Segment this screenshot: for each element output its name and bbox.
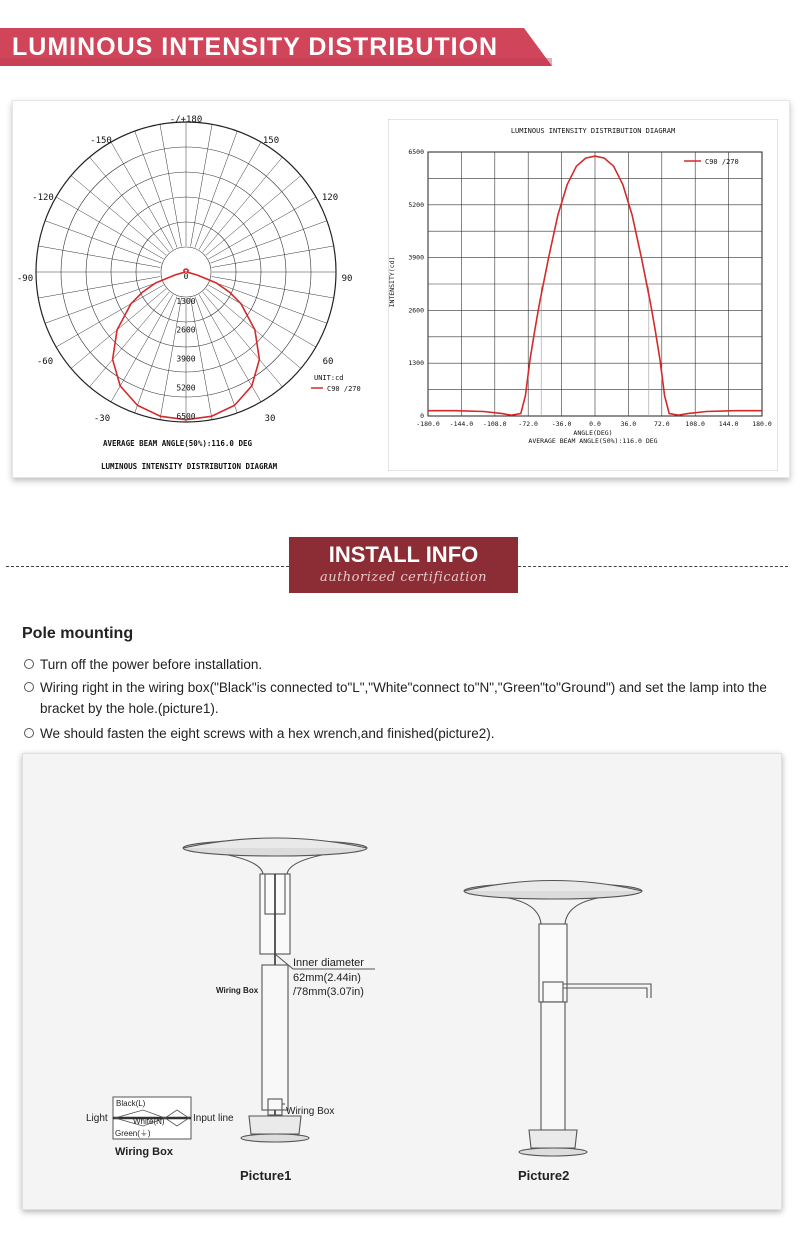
polar-unit: UNIT:cd: [314, 374, 344, 382]
wiring-box-schematic: [113, 1097, 191, 1139]
divider-left: [6, 566, 289, 567]
divider-right: [518, 566, 788, 567]
polar-spoke: [45, 221, 162, 263]
wiring-box-label-right: Wiring Box: [286, 1106, 335, 1117]
polar-spoke: [56, 197, 163, 259]
polar-spoke: [45, 281, 162, 323]
polar-radial-label: 1300: [176, 296, 196, 306]
picture1-caption: Picture1: [240, 1168, 292, 1183]
polar-spoke: [210, 281, 327, 323]
polar-angle-label: -150: [90, 136, 112, 146]
bullet-circle-icon: [24, 659, 34, 669]
polar-angle-label: -30: [93, 414, 111, 424]
cart-x-tick: 36.0: [620, 420, 637, 428]
cart-y-tick: 0: [420, 412, 424, 420]
cart-x-tick: -180.0: [416, 420, 440, 428]
cart-x-tick: 108.0: [685, 420, 705, 428]
polar-angle-label: -90: [16, 274, 34, 284]
polar-angle-label: 150: [262, 136, 280, 146]
polar-spoke: [71, 176, 166, 256]
cart-x-tick: 144.0: [718, 420, 739, 428]
polar-spoke: [195, 131, 237, 248]
installation-diagram: [22, 753, 782, 1210]
wire-white-label: White(N): [133, 1117, 165, 1126]
polar-spoke: [90, 157, 170, 252]
polar-radial-label: 3900: [176, 354, 196, 364]
pole-mounting-heading: Pole mounting: [22, 625, 134, 642]
cart-x-tick: -36.0: [551, 420, 572, 428]
cart-x-tick: -144.0: [449, 420, 474, 428]
size-label-2: /78mm(3.07in): [293, 986, 364, 998]
cart-x-tick: -108.0: [483, 420, 507, 428]
cart-y-tick: 2600: [408, 306, 424, 315]
cart-ylabel: INTENSITY(cd): [388, 256, 396, 308]
step-text: We should fasten the eight screws with a hex wrench,and finished(picture2).: [40, 726, 495, 741]
polar-radial-label: 6500: [176, 412, 196, 422]
step-text: Wiring right in the wiring box("Black"is connected to"L","White"connect to"N","Green"to"Ground") and set the lamp into the bracket by the hole.(picture1).: [40, 680, 767, 716]
polar-spoke: [56, 285, 163, 347]
polar-angle-label: 120: [321, 193, 339, 203]
polar-spoke: [111, 142, 173, 249]
cart-title: LUMINOUS INTENSITY DISTRIBUTION DIAGRAM: [510, 127, 676, 135]
wire-green-label: Green(⏚): [115, 1129, 151, 1138]
polar-spoke: [212, 277, 334, 299]
cart-x-tick: 180.0: [752, 420, 772, 428]
polar-spoke: [203, 157, 283, 252]
cart-y-tick: 3900: [408, 253, 424, 262]
polar-radial-label: 5200: [176, 383, 196, 393]
picture2-lamp: [464, 881, 651, 1157]
install-subtitle: authorized certification: [319, 570, 488, 585]
wire-black-label: Black(L): [116, 1099, 146, 1108]
polar-angle-label: 60: [322, 357, 334, 367]
install-title: INSTALL INFO: [328, 542, 479, 567]
bullet-circle-icon: [24, 728, 34, 738]
polar-spoke: [209, 197, 316, 259]
polar-legend-label: C90 /270: [327, 385, 361, 393]
polar-spoke: [195, 296, 237, 413]
cart-y-tick: 6500: [408, 148, 424, 156]
input-line-label: Input line: [193, 1113, 234, 1124]
inner-diameter-label: Inner diameter: [293, 957, 364, 969]
polar-spoke: [135, 296, 177, 413]
cart-x-tick: -72.0: [518, 420, 538, 428]
polar-spoke: [135, 131, 177, 248]
wiring-box-caption: Wiring Box: [115, 1146, 173, 1158]
cart-y-tick: 1300: [408, 359, 424, 368]
polar-spoke: [160, 124, 182, 246]
cart-x-tick: 72.0: [653, 420, 670, 428]
bullet-circle-icon: [24, 682, 34, 692]
polar-spoke: [199, 142, 261, 249]
polar-chart: [13, 101, 383, 477]
picture2-caption: Picture2: [518, 1168, 570, 1183]
polar-spoke: [209, 285, 316, 347]
section-title: LUMINOUS INTENSITY DISTRIBUTION: [12, 33, 499, 61]
install-info-badge: [289, 537, 518, 593]
polar-spoke: [38, 246, 160, 268]
light-label: Light: [86, 1113, 108, 1124]
polar-spoke: [210, 221, 327, 263]
cart-y-tick: 5200: [408, 200, 424, 209]
polar-radial-label: 0: [183, 272, 189, 281]
polar-caption: LUMINOUS INTENSITY DISTRIBUTION DIAGRAM: [101, 462, 278, 471]
cart-x-tick: 0.0: [589, 420, 601, 428]
wiring-box-label-left: Wiring Box: [216, 986, 259, 995]
cartesian-chart: [388, 119, 778, 471]
polar-spoke: [38, 277, 160, 299]
cart-beam-note: AVERAGE BEAM ANGLE(50%):116.0 DEG: [528, 437, 658, 445]
cart-xlabel: ANGLE(DEG): [573, 429, 613, 437]
step-text: Turn off the power before installation.: [40, 657, 263, 672]
polar-spoke: [212, 246, 334, 268]
polar-beam-note: AVERAGE BEAM ANGLE(50%):116.0 DEG: [103, 439, 253, 448]
size-label-1: 62mm(2.44in): [293, 972, 361, 984]
polar-spoke: [191, 124, 213, 246]
cart-legend-label: C90 /270: [705, 158, 739, 166]
polar-angle-label: -60: [36, 357, 54, 367]
charts-panel: [12, 100, 790, 478]
polar-spoke: [206, 176, 301, 256]
polar-radial-label: 2600: [176, 325, 196, 335]
polar-angle-label: 30: [264, 414, 276, 424]
polar-angle-label: -120: [32, 193, 54, 203]
polar-angle-label: 90: [341, 274, 353, 284]
installation-drawing: [23, 754, 781, 1209]
polar-top-label: -/+180: [169, 115, 203, 125]
